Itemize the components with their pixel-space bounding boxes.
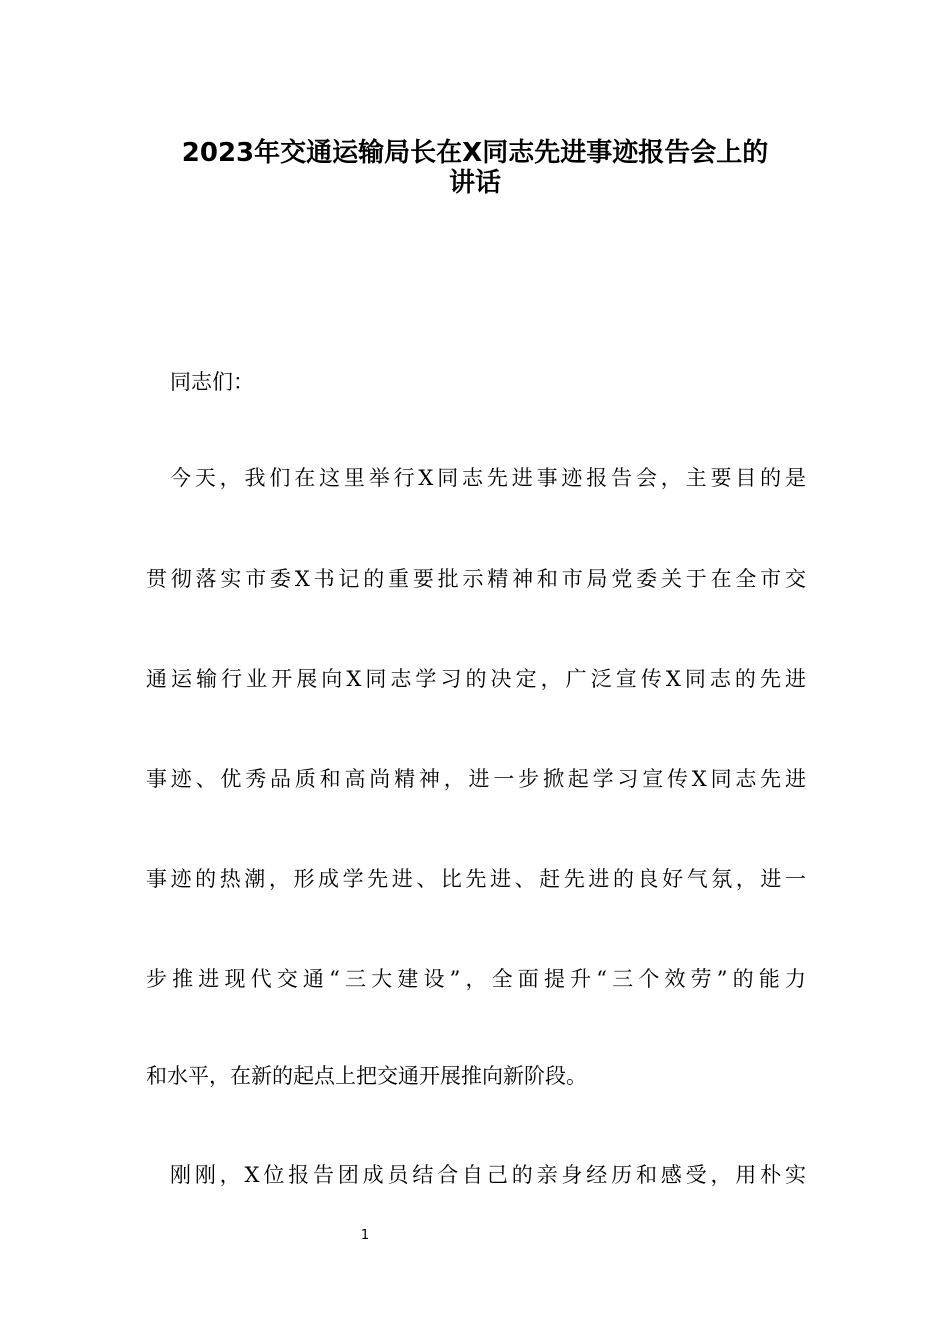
paragraph-1-line-1: 今天，我们在这里举行X同志先进事迹报告会，主要目的是 [170,466,806,490]
salutation: 同志们： [170,370,254,394]
document-title-line-2: 讲话 [448,168,501,198]
document-title-line-1: 2023年交通运输局长在X同志先进事迹报告会上的 [181,138,769,168]
paragraph-1-line-6: 步推进现代交通“三大建设”，全面提升“三个效劳”的能力 [146,967,806,991]
paragraph-1-line-3: 通运输行业开展向X同志学习的决定，广泛宣传X同志的先进 [146,667,806,691]
paragraph-1-line-5: 事迹的热潮，形成学先进、比先进、赶先进的良好气氛，进一 [146,867,806,891]
paragraph-1-line-7: 和水平，在新的起点上把交通开展推向新阶段。 [146,1064,587,1088]
paragraph-1-line-4: 事迹、优秀品质和高尚精神，进一步掀起学习宣传X同志先进 [146,767,806,791]
page-number: 1 [360,1228,370,1243]
paragraph-1-line-2: 贯彻落实市委X书记的重要批示精神和市局党委关于在全市交 [146,567,806,591]
paragraph-2-line-1: 刚刚，X位报告团成员结合自己的亲身经历和感受，用朴实 [170,1163,806,1187]
